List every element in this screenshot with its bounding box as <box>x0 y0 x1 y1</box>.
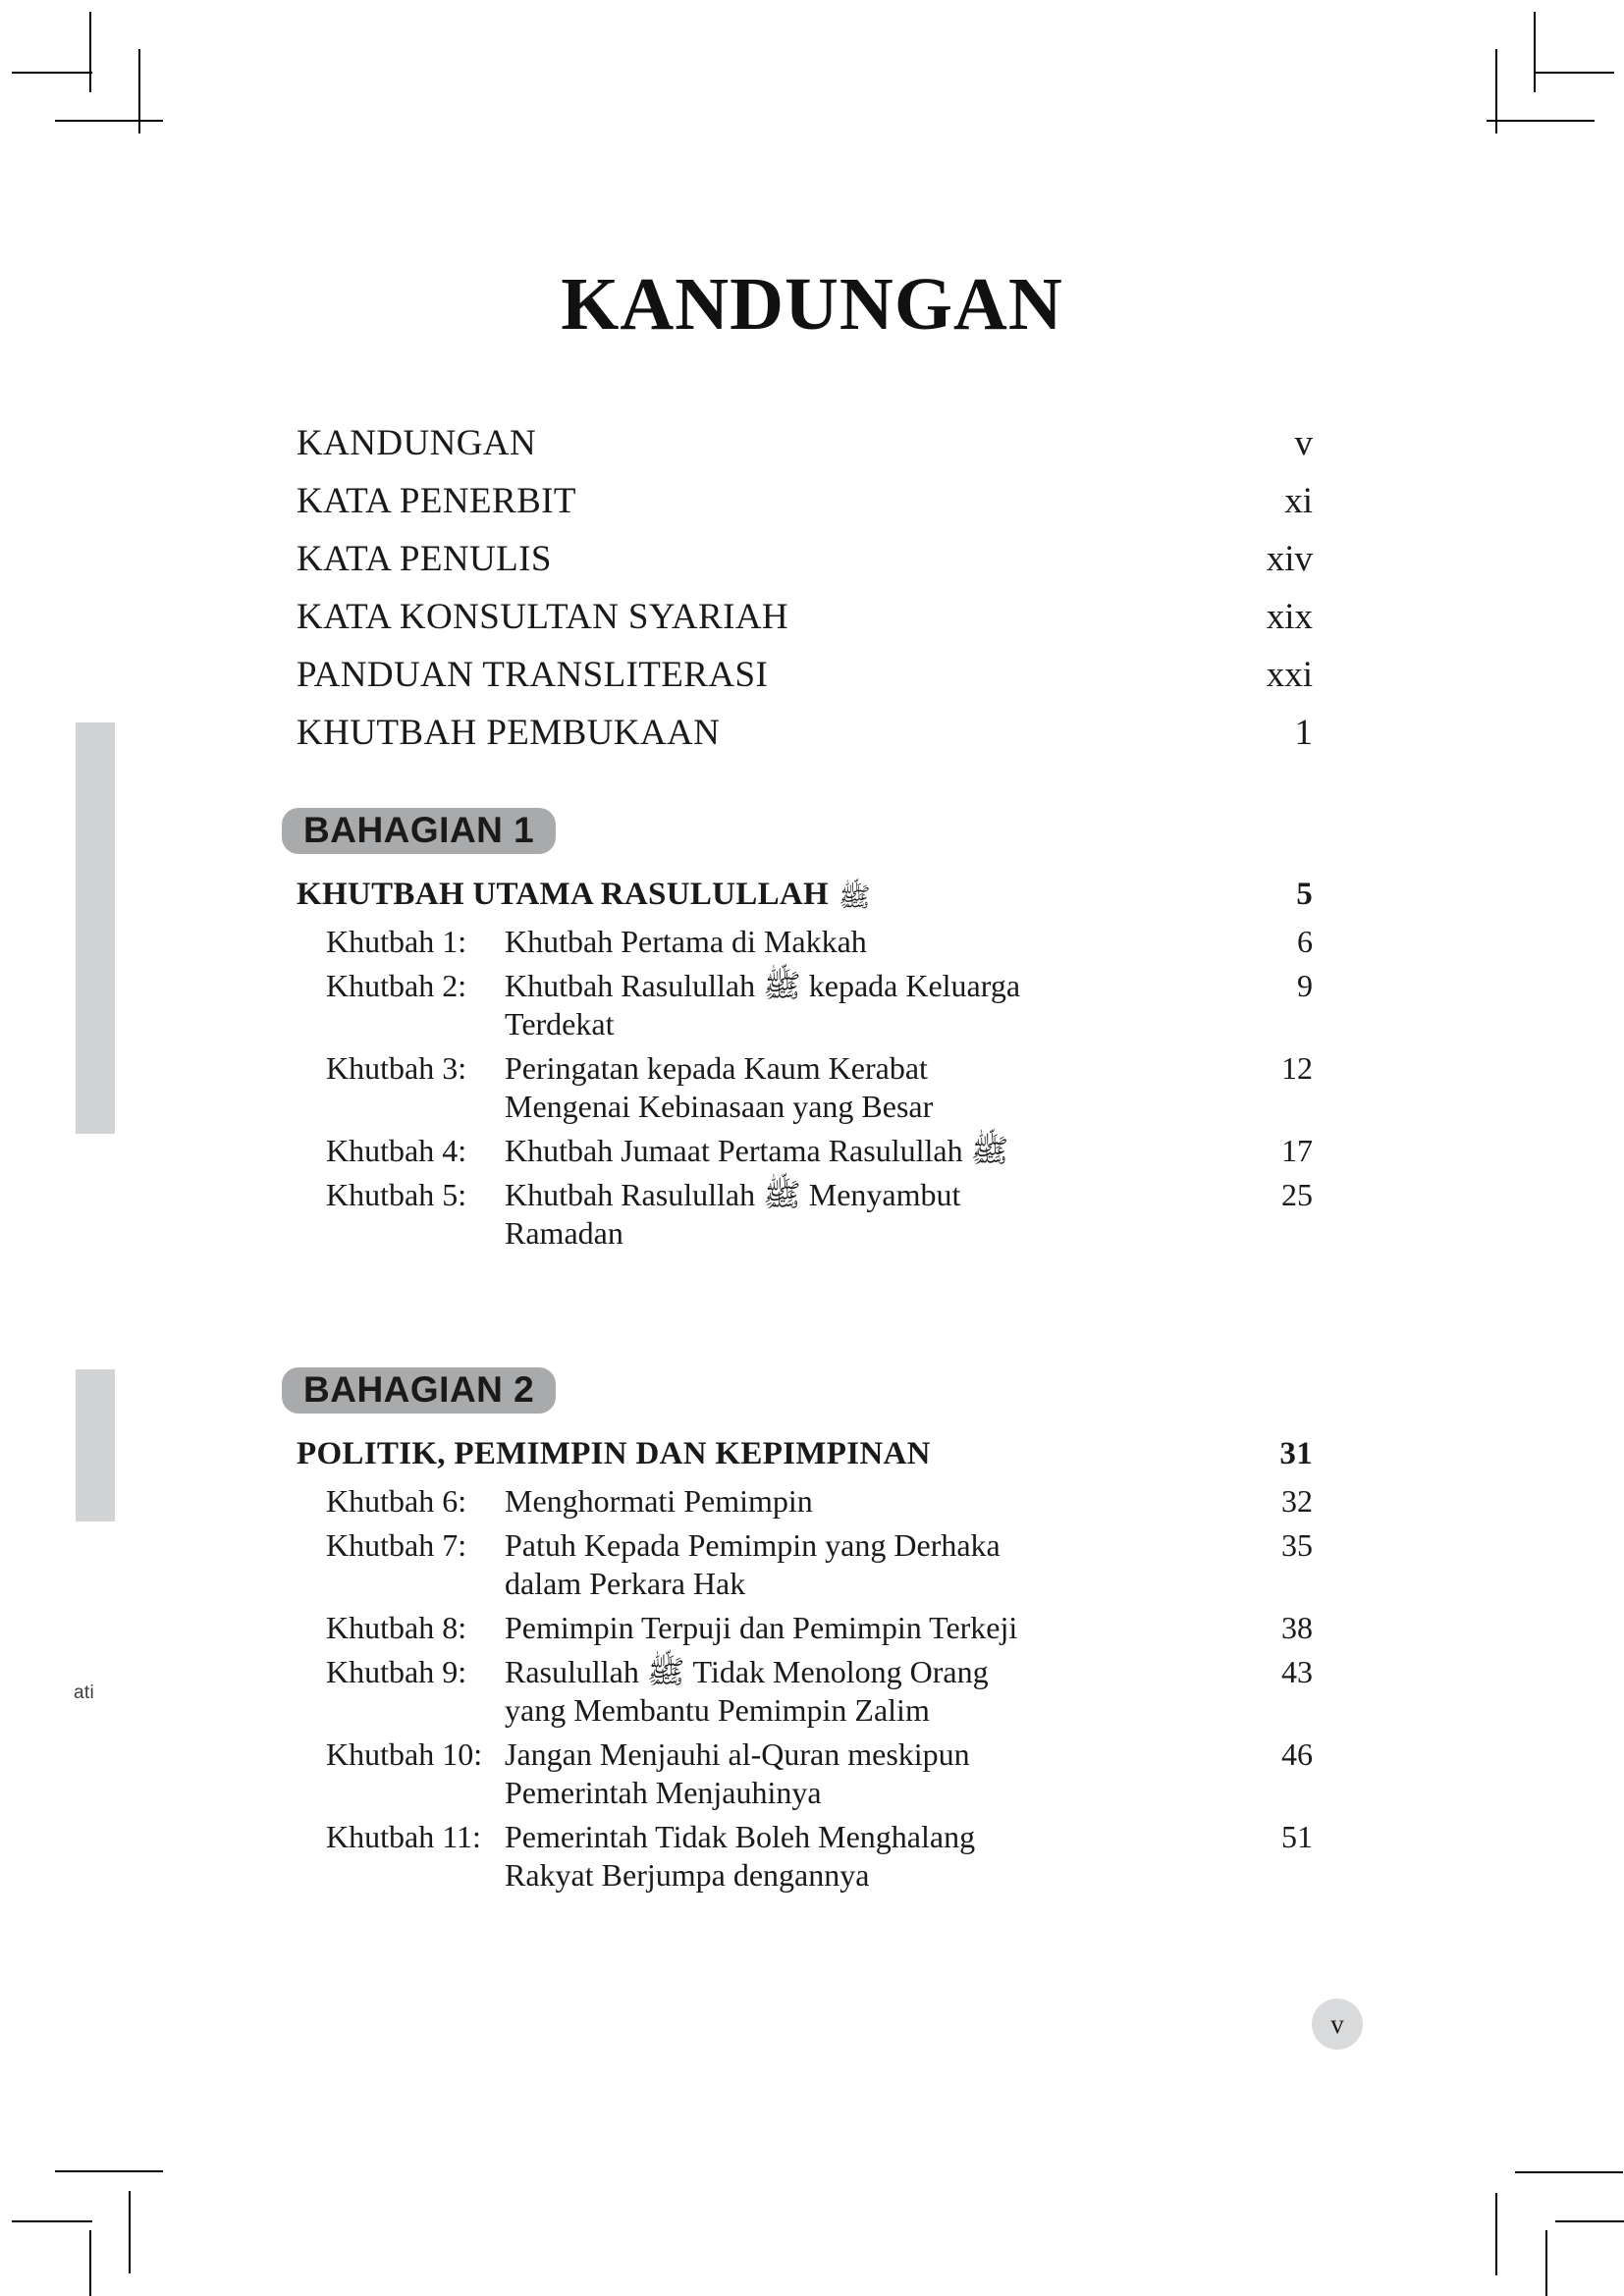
khutbah-title-line: Pemerintah Tidak Boleh Menghalang <box>505 1819 976 1855</box>
khutbah-label: Khutbah 2: <box>326 968 467 1004</box>
crop-mark-top-right-horizontal <box>1534 72 1614 74</box>
frontmatter-label: KATA PENERBIT <box>297 481 576 521</box>
list-item[interactable] <box>297 1049 1313 1126</box>
section-heading-text: KHUTBAH UTAMA RASULULLAH <box>297 877 829 912</box>
list-item[interactable] <box>297 422 1313 480</box>
crop-mark-bottom-right-horizontal <box>1555 2220 1624 2222</box>
crop-mark-top-left-vertical <box>89 12 91 92</box>
khutbah-label: Khutbah 10: <box>326 1736 483 1773</box>
frontmatter-page-number: xxi <box>1266 655 1313 695</box>
khutbah-list-section-1 <box>297 923 1313 1258</box>
khutbah-title <box>505 1132 1232 1170</box>
section-page-number: 31 <box>1279 1436 1313 1471</box>
khutbah-title <box>505 923 1232 961</box>
crop-mark-bottom-right-vertical <box>1545 2230 1547 2296</box>
list-item[interactable] <box>297 712 1313 770</box>
trim-mark-bottom-left-vertical <box>129 2191 131 2273</box>
folio-page-number: v <box>1330 2008 1344 2039</box>
khutbah-list-section-2 <box>297 1482 1313 1900</box>
section-heading-text: POLITIK, PEMIMPIN DAN KEPIMPINAN <box>297 1436 931 1471</box>
khutbah-label: Khutbah 5: <box>326 1177 467 1213</box>
khutbah-label: Khutbah 1: <box>326 924 467 959</box>
khutbah-title-line: Khutbah Jumaat Pertama Rasulullah ﷺ <box>505 1133 1009 1169</box>
khutbah-title-line: yang Membantu Pemimpin Zalim <box>505 1692 930 1729</box>
frontmatter-page-number: xi <box>1284 481 1313 521</box>
trim-mark-bottom-right-horizontal <box>1515 2171 1623 2173</box>
khutbah-title <box>505 1482 1232 1521</box>
section-badge-label: BAHAGIAN 2 <box>303 1369 535 1410</box>
list-item[interactable] <box>297 480 1313 538</box>
khutbah-page-number: 32 <box>1281 1483 1313 1519</box>
list-item[interactable] <box>297 1735 1313 1812</box>
khutbah-page-number: 38 <box>1281 1610 1313 1646</box>
margin-tab-section-1 <box>76 722 115 1134</box>
khutbah-page-number: 46 <box>1281 1736 1313 1773</box>
crop-mark-top-right-vertical <box>1534 12 1536 92</box>
page-title: KANDUNGAN <box>561 263 1063 346</box>
frontmatter-page-number: v <box>1294 423 1313 463</box>
khutbah-title-line: Jangan Menjauhi al-Quran meskipun <box>505 1736 970 1773</box>
khutbah-title <box>505 1176 1232 1253</box>
margin-text-fragment: ati <box>74 1682 94 1703</box>
khutbah-page-number: 51 <box>1281 1819 1313 1855</box>
khutbah-title-line: Terdekat <box>505 1006 615 1042</box>
khutbah-page-number: 12 <box>1281 1050 1313 1087</box>
khutbah-title-line: Patuh Kepada Pemimpin yang Derhaka <box>505 1527 1001 1564</box>
khutbah-title <box>505 1653 1232 1730</box>
list-item[interactable] <box>297 1482 1313 1521</box>
section-badge-label: BAHAGIAN 1 <box>303 810 535 850</box>
khutbah-title-line: Rakyat Berjumpa dengannya <box>505 1857 870 1894</box>
frontmatter-page-number: xiv <box>1266 539 1313 579</box>
frontmatter-label: KHUTBAH PEMBUKAAN <box>297 713 721 753</box>
section-badge-bahagian-1 <box>282 808 556 854</box>
list-item[interactable] <box>297 1609 1313 1647</box>
khutbah-title-line: Khutbah Pertama di Makkah <box>505 924 867 959</box>
list-item[interactable] <box>297 1176 1313 1253</box>
list-item[interactable] <box>297 923 1313 961</box>
salawat-icon: ﷺ <box>838 882 871 913</box>
khutbah-title-line: Peringatan kepada Kaum Kerabat <box>505 1050 928 1087</box>
section-heading-1[interactable] <box>297 877 1313 918</box>
khutbah-label: Khutbah 3: <box>326 1050 467 1087</box>
khutbah-page-number: 6 <box>1297 924 1313 959</box>
khutbah-label: Khutbah 6: <box>326 1483 467 1519</box>
crop-mark-bottom-left-vertical <box>89 2230 91 2296</box>
trim-mark-bottom-left-horizontal <box>55 2170 163 2172</box>
khutbah-title-line: Ramadan <box>505 1215 623 1252</box>
list-item[interactable] <box>297 1526 1313 1603</box>
frontmatter-page-number: xix <box>1266 597 1313 637</box>
khutbah-title-line: Pemimpin Terpuji dan Pemimpin Terkeji <box>505 1610 1018 1646</box>
khutbah-title <box>505 1609 1232 1647</box>
section-badge-bahagian-2 <box>282 1367 556 1414</box>
frontmatter-page-number: 1 <box>1294 713 1313 753</box>
trim-mark-top-right-horizontal <box>1487 120 1595 122</box>
frontmatter-list <box>297 422 1313 770</box>
margin-tab-section-2 <box>76 1369 115 1522</box>
list-item[interactable] <box>297 1132 1313 1170</box>
khutbah-page-number: 43 <box>1281 1654 1313 1690</box>
list-item[interactable] <box>297 1653 1313 1730</box>
list-item[interactable] <box>297 967 1313 1043</box>
frontmatter-label: KANDUNGAN <box>297 423 537 463</box>
khutbah-label: Khutbah 11: <box>326 1819 481 1855</box>
list-item[interactable] <box>297 538 1313 596</box>
khutbah-title-line: Khutbah Rasulullah ﷺ Menyambut <box>505 1177 961 1213</box>
khutbah-title <box>505 1526 1232 1603</box>
section-heading-2[interactable] <box>297 1436 1313 1472</box>
khutbah-title-line: dalam Perkara Hak <box>505 1566 746 1602</box>
khutbah-title <box>505 1818 1232 1895</box>
khutbah-label: Khutbah 4: <box>326 1133 467 1169</box>
khutbah-page-number: 35 <box>1281 1527 1313 1564</box>
khutbah-title <box>505 967 1232 1043</box>
khutbah-page-number: 17 <box>1281 1133 1313 1169</box>
khutbah-title <box>505 1049 1232 1126</box>
frontmatter-label: KATA PENULIS <box>297 539 552 579</box>
khutbah-label: Khutbah 7: <box>326 1527 467 1564</box>
khutbah-title <box>505 1735 1232 1812</box>
list-item[interactable] <box>297 654 1313 712</box>
khutbah-label: Khutbah 8: <box>326 1610 467 1646</box>
khutbah-page-number: 9 <box>1297 968 1313 1004</box>
khutbah-label: Khutbah 9: <box>326 1654 467 1690</box>
khutbah-title-line: Pemerintah Menjauhinya <box>505 1775 822 1811</box>
khutbah-title-line: Mengenai Kebinasaan yang Besar <box>505 1089 934 1125</box>
khutbah-title-line: Menghormati Pemimpin <box>505 1483 813 1519</box>
khutbah-page-number: 25 <box>1281 1177 1313 1213</box>
folio-page-number-badge <box>1312 1999 1363 2050</box>
khutbah-title-line: Khutbah Rasulullah ﷺ kepada Keluarga <box>505 968 1021 1004</box>
crop-mark-bottom-left-horizontal <box>12 2220 92 2222</box>
list-item[interactable] <box>297 596 1313 654</box>
trim-mark-top-left-horizontal <box>55 120 163 122</box>
trim-mark-bottom-right-vertical <box>1495 2193 1497 2275</box>
khutbah-title-line: Rasulullah ﷺ Tidak Menolong Orang <box>505 1654 989 1690</box>
list-item[interactable] <box>297 1818 1313 1895</box>
section-page-number: 5 <box>1296 877 1313 912</box>
crop-mark-top-left-horizontal <box>12 72 92 74</box>
frontmatter-label: PANDUAN TRANSLITERASI <box>297 655 769 695</box>
frontmatter-label: KATA KONSULTAN SYARIAH <box>297 597 789 637</box>
